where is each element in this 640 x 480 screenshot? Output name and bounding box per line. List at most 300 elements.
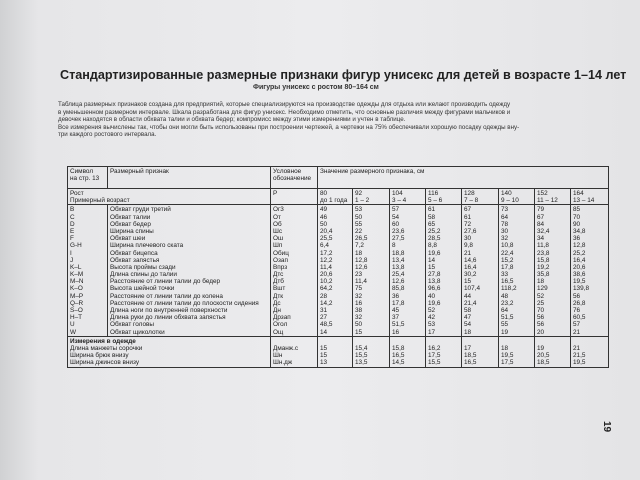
garment-value: 14,5 bbox=[392, 359, 405, 367]
header-symbol-line: на стр. 13 bbox=[70, 175, 100, 182]
garment-notation: Шн.дж bbox=[273, 359, 293, 367]
value-column bbox=[535, 205, 571, 336]
row-value: 32,4 bbox=[537, 227, 550, 235]
row-value: 18,8 bbox=[392, 249, 405, 257]
row-feature: Обхват головы bbox=[110, 321, 155, 329]
row-value: 25,4 bbox=[392, 271, 405, 279]
row-symbol: Q–R bbox=[70, 299, 84, 307]
row-feature: Длина руки до линии обхвата запястья bbox=[110, 314, 226, 322]
row-symbol: C bbox=[70, 213, 75, 221]
age-range: 5 – 6 bbox=[428, 197, 443, 205]
row-notation: Ог3 bbox=[273, 206, 284, 214]
row-value: 13,8 bbox=[392, 263, 405, 271]
row-value: 17,8 bbox=[501, 263, 514, 271]
header-symbol-line: Символ bbox=[70, 168, 94, 175]
row-value: 12,8 bbox=[355, 256, 368, 264]
row-feature: Обхват шеи bbox=[110, 235, 146, 243]
row-value: 27,6 bbox=[464, 227, 477, 235]
garment-value: 19,5 bbox=[573, 359, 586, 367]
height-cell bbox=[535, 189, 571, 205]
row-feature: Расстояние от линии талии до бедер bbox=[110, 278, 221, 286]
row-value: 27,8 bbox=[428, 271, 441, 279]
garment-value: 15 bbox=[320, 352, 328, 360]
row-value: 50 bbox=[355, 321, 363, 329]
row-value: 73 bbox=[501, 206, 509, 214]
garment-feature-column bbox=[68, 336, 271, 367]
row-symbol: D bbox=[70, 220, 75, 228]
row-feature: Расстояние от линии талии до плоскости сидения bbox=[110, 299, 259, 307]
height-value: 140 bbox=[501, 190, 512, 197]
intro-paragraph bbox=[58, 101, 618, 139]
row-symbol: B bbox=[70, 206, 75, 214]
header-notation-line: обозначение bbox=[273, 175, 312, 182]
age-range: до 1 года bbox=[320, 197, 348, 205]
row-value: 57 bbox=[573, 321, 581, 329]
row-value: 51,5 bbox=[501, 314, 514, 322]
row-value: 13,4 bbox=[392, 256, 405, 264]
size-table bbox=[67, 166, 609, 368]
row-value: 14 bbox=[320, 328, 328, 336]
row-value: 16,4 bbox=[464, 263, 477, 271]
row-value: 6,4 bbox=[320, 242, 329, 250]
row-notation: От bbox=[273, 213, 281, 221]
row-value: 48,5 bbox=[320, 321, 333, 329]
row-value: 55 bbox=[501, 321, 509, 329]
row-value: 96,6 bbox=[428, 285, 441, 293]
row-value: 85,8 bbox=[392, 285, 405, 293]
row-value: 25,2 bbox=[573, 249, 586, 257]
garment-feature: Ширина джинсов внизу bbox=[70, 359, 140, 367]
height-value: 152 bbox=[537, 190, 548, 197]
garment-notation-column bbox=[271, 336, 318, 367]
row-notation: Об bbox=[273, 220, 282, 228]
row-feature: Обхват груди третий bbox=[110, 206, 171, 214]
row-value: 19,5 bbox=[573, 278, 586, 286]
garment-value: 17 bbox=[464, 344, 472, 352]
row-value: 33 bbox=[501, 271, 509, 279]
row-value: 30 bbox=[464, 235, 472, 243]
garment-value-column bbox=[462, 336, 499, 367]
row-value: 58 bbox=[428, 213, 436, 221]
garment-value: 15,4 bbox=[355, 344, 368, 352]
row-symbol: U bbox=[70, 321, 75, 329]
row-symbol: I bbox=[70, 249, 72, 257]
row-notation: Озап bbox=[273, 256, 288, 264]
row-value: 28,5 bbox=[428, 235, 441, 243]
notation-column bbox=[271, 205, 318, 336]
header-notation bbox=[271, 167, 318, 189]
row-value: 107,4 bbox=[464, 285, 480, 293]
age-range: 9 – 10 bbox=[501, 197, 519, 205]
row-value: 65 bbox=[428, 220, 436, 228]
row-value: 22,4 bbox=[501, 249, 514, 257]
value-column bbox=[318, 205, 353, 336]
height-row-labels bbox=[68, 189, 271, 205]
row-value: 36 bbox=[392, 292, 400, 300]
row-value: 20,6 bbox=[320, 271, 333, 279]
row-value: 60,5 bbox=[573, 314, 586, 322]
intro-line: девочек находятся в области обхвата талии и обхвата бедер; компромисс между этими измерениями и учтен в таблице. bbox=[58, 116, 406, 124]
garment-notation: Дманж.с bbox=[273, 344, 299, 352]
row-value: 84 bbox=[537, 220, 545, 228]
page-subtitle: Фигуры унисекс с ростом 80–164 см bbox=[253, 84, 379, 91]
row-value: 13,8 bbox=[428, 278, 441, 286]
row-value: 46 bbox=[320, 213, 328, 221]
row-value: 10,2 bbox=[320, 278, 333, 286]
garment-value: 18 bbox=[501, 344, 509, 352]
row-value: 19,6 bbox=[428, 249, 441, 257]
value-column bbox=[462, 205, 499, 336]
garment-value: 19 bbox=[537, 344, 545, 352]
garment-value: 15,5 bbox=[355, 352, 368, 360]
row-value: 20 bbox=[537, 328, 545, 336]
row-value: 49 bbox=[320, 206, 328, 214]
garment-block bbox=[68, 336, 609, 367]
row-value: 10,8 bbox=[501, 242, 514, 250]
row-value: 20,6 bbox=[573, 263, 586, 271]
row-value: 21 bbox=[464, 249, 472, 257]
row-value: 64 bbox=[501, 307, 509, 314]
symbol-column bbox=[68, 205, 108, 336]
row-symbol: M–N bbox=[70, 278, 84, 286]
row-value: 56 bbox=[537, 321, 545, 329]
row-value: 31 bbox=[320, 307, 328, 314]
intro-line: три каждого ростового интервала. bbox=[58, 131, 157, 139]
height-value: 80 bbox=[320, 190, 328, 197]
row-symbol: K–M bbox=[70, 271, 84, 279]
row-value: 72 bbox=[464, 220, 472, 228]
row-value: 32 bbox=[355, 292, 363, 300]
height-cell bbox=[571, 189, 609, 205]
row-value: 16 bbox=[392, 328, 400, 336]
height-cell bbox=[318, 189, 353, 205]
row-value: 15 bbox=[428, 263, 436, 271]
intro-line: в уменьшенном размерном интервале. Шкала разработана для фигур унисекс. Необходимо отметить, что основные различия между фигурами мальчиков и bbox=[58, 108, 511, 116]
row-value: 51,5 bbox=[392, 321, 405, 329]
row-value: 18 bbox=[355, 249, 363, 257]
row-notation: Обиц bbox=[273, 249, 289, 257]
row-value: 19,6 bbox=[428, 299, 441, 307]
garment-value: 13,5 bbox=[355, 359, 368, 367]
garment-value: 13 bbox=[320, 359, 328, 367]
row-value: 61 bbox=[428, 206, 436, 214]
row-value: 76 bbox=[573, 307, 581, 314]
row-value: 27 bbox=[320, 314, 328, 322]
row-value: 16 bbox=[355, 299, 363, 307]
garment-feature: Длина манжеты сорочки bbox=[70, 344, 143, 352]
row-value: 25,5 bbox=[320, 235, 333, 243]
garment-value-column bbox=[353, 336, 390, 367]
row-value: 44 bbox=[464, 292, 472, 300]
row-value: 15,2 bbox=[501, 256, 514, 264]
row-value: 79 bbox=[537, 206, 545, 214]
garment-value: 19,5 bbox=[501, 352, 514, 360]
height-value: 104 bbox=[392, 190, 403, 197]
row-symbol: K–L bbox=[70, 263, 82, 271]
garment-value: 16,5 bbox=[392, 352, 405, 360]
row-value: 12,6 bbox=[355, 263, 368, 271]
row-value: 34,8 bbox=[573, 227, 586, 235]
row-value: 19,2 bbox=[537, 263, 550, 271]
row-feature: Расстояние от линии талии до колена bbox=[110, 292, 223, 300]
row-value: 90 bbox=[573, 220, 581, 228]
row-symbol: S–O bbox=[70, 307, 83, 314]
garment-feature: Ширина брюк внизу bbox=[70, 352, 129, 360]
row-feature: Высота шейной точки bbox=[110, 285, 175, 293]
header-notation-line: Условное bbox=[273, 168, 302, 175]
row-value: 9,8 bbox=[464, 242, 473, 250]
header-feature: Размерный признак bbox=[108, 167, 271, 189]
age-range: 3 – 4 bbox=[392, 197, 407, 205]
row-value: 70 bbox=[537, 307, 545, 314]
row-value: 64,2 bbox=[320, 285, 333, 293]
row-symbol: G-H bbox=[70, 242, 82, 250]
row-value: 78 bbox=[501, 220, 509, 228]
row-symbol: W bbox=[70, 328, 77, 336]
row-notation: Шс bbox=[273, 227, 283, 235]
age-range: 11 – 12 bbox=[537, 197, 558, 205]
age-range: 13 – 14 bbox=[573, 197, 595, 205]
row-notation: Дн bbox=[273, 307, 281, 314]
row-value: 32 bbox=[355, 314, 363, 322]
row-value: 26,5 bbox=[355, 235, 368, 243]
garment-value: 17,5 bbox=[501, 359, 514, 367]
height-cell bbox=[390, 189, 426, 205]
row-value: 38,6 bbox=[573, 271, 586, 279]
row-notation: Впрз bbox=[273, 263, 288, 271]
intro-line: Все измерения вычислены так, чтобы они могли быть использованы при построении чертежей, а чертежи на 75% обеспечивали хорошую посадку одежды вну- bbox=[58, 123, 520, 131]
row-value: 55 bbox=[355, 220, 363, 228]
row-value: 64 bbox=[501, 213, 509, 221]
row-value: 57 bbox=[392, 206, 400, 214]
height-cell bbox=[353, 189, 390, 205]
garment-value-column bbox=[535, 336, 571, 367]
row-value: 16,5 bbox=[501, 278, 514, 286]
row-value: 38 bbox=[355, 307, 363, 314]
page-title: Стандартизированные размерные признаки фигур унисекс для детей в возрасте 1–14 лет bbox=[60, 68, 627, 82]
row-value: 85 bbox=[573, 206, 581, 214]
row-value: 67 bbox=[537, 213, 545, 221]
row-value: 15 bbox=[464, 278, 472, 286]
garment-value: 16,2 bbox=[428, 344, 441, 352]
row-value: 8,8 bbox=[428, 242, 437, 250]
height-value: 128 bbox=[464, 190, 475, 197]
row-value: 15 bbox=[355, 328, 363, 336]
row-value: 23,8 bbox=[537, 249, 550, 257]
row-notation: Вшт bbox=[273, 285, 286, 293]
height-value: 164 bbox=[573, 190, 584, 197]
row-feature: Обхват запястья bbox=[110, 256, 160, 264]
row-value: 42 bbox=[428, 314, 436, 322]
row-value: 50 bbox=[355, 213, 363, 221]
row-value: 23,2 bbox=[501, 299, 514, 307]
row-value: 54 bbox=[392, 213, 400, 221]
row-value: 35,8 bbox=[537, 271, 550, 279]
row-value: 12,6 bbox=[392, 278, 405, 286]
row-value: 19 bbox=[501, 328, 509, 336]
row-value: 11,8 bbox=[537, 242, 549, 250]
height-value: 116 bbox=[428, 190, 439, 197]
row-value: 11,4 bbox=[355, 278, 367, 286]
value-column bbox=[353, 205, 390, 336]
garment-value: 18,5 bbox=[464, 352, 477, 360]
row-value: 18 bbox=[537, 278, 545, 286]
row-value: 18 bbox=[464, 328, 472, 336]
row-value: 47 bbox=[464, 314, 472, 322]
garment-value: 17,5 bbox=[428, 352, 441, 360]
row-value: 75 bbox=[355, 285, 363, 293]
row-notation: Дс bbox=[273, 299, 281, 307]
row-value: 23,6 bbox=[392, 227, 405, 235]
garment-value: 18,5 bbox=[537, 359, 550, 367]
value-column bbox=[499, 205, 535, 336]
garment-value: 15,8 bbox=[392, 344, 405, 352]
garment-value-column bbox=[571, 336, 609, 367]
height-notation bbox=[271, 189, 318, 205]
garment-value: 16,5 bbox=[464, 359, 477, 367]
height-cell bbox=[426, 189, 462, 205]
header-value: Значение размерного признака, см bbox=[318, 167, 609, 189]
row-value: 48 bbox=[501, 292, 509, 300]
garment-value-column bbox=[499, 336, 535, 367]
row-value: 60 bbox=[392, 220, 400, 228]
row-value: 37 bbox=[392, 314, 400, 322]
row-feature: Длина спины до талии bbox=[110, 271, 177, 279]
row-feature: Длина ноги по внутренней поверхности bbox=[110, 307, 228, 314]
row-value: 36 bbox=[573, 235, 581, 243]
row-value: 118,2 bbox=[501, 285, 517, 293]
row-symbol: J bbox=[70, 256, 74, 264]
garment-value: 20,5 bbox=[537, 352, 550, 360]
row-value: 14,6 bbox=[464, 256, 477, 264]
row-value: 52 bbox=[537, 292, 545, 300]
row-value: 22 bbox=[355, 227, 363, 235]
row-notation: Шп bbox=[273, 242, 283, 250]
row-value: 52 bbox=[428, 307, 436, 314]
row-feature: Обхват щиколотки bbox=[110, 328, 165, 336]
row-notation: Дрзап bbox=[273, 314, 291, 322]
row-value: 25,2 bbox=[428, 227, 441, 235]
garment-value-column bbox=[426, 336, 462, 367]
row-symbol: M–P bbox=[70, 292, 84, 300]
row-value: 54 bbox=[464, 321, 472, 329]
row-value: 20,4 bbox=[320, 227, 333, 235]
row-value: 21,4 bbox=[464, 299, 477, 307]
garment-value: 21 bbox=[573, 344, 581, 352]
age-range: 7 – 8 bbox=[464, 197, 479, 205]
row-value: 34 bbox=[537, 235, 545, 243]
age-label: Примерный возраст bbox=[70, 197, 130, 205]
garment-value: 21,5 bbox=[573, 352, 586, 360]
row-value: 50 bbox=[320, 220, 328, 228]
row-value: 53 bbox=[355, 206, 363, 214]
row-value: 12,2 bbox=[320, 256, 333, 264]
row-value: 25 bbox=[537, 299, 545, 307]
row-value: 58 bbox=[464, 307, 472, 314]
garment-value: 15,5 bbox=[428, 359, 441, 367]
garment-value-column bbox=[390, 336, 426, 367]
garment-value-column bbox=[318, 336, 353, 367]
row-value: 30,2 bbox=[464, 271, 477, 279]
row-value: 11,4 bbox=[320, 263, 332, 271]
row-value: 56 bbox=[537, 314, 545, 322]
row-value: 40 bbox=[428, 292, 436, 300]
header-symbol bbox=[68, 167, 108, 189]
row-value: 12,8 bbox=[573, 242, 586, 250]
feature-column bbox=[108, 205, 271, 336]
value-column bbox=[426, 205, 462, 336]
height-value: 92 bbox=[355, 190, 363, 197]
height-cell bbox=[499, 189, 535, 205]
row-value: 45 bbox=[392, 307, 400, 314]
row-value: 129 bbox=[537, 285, 548, 293]
row-value: 21 bbox=[573, 328, 581, 336]
row-value: 23 bbox=[355, 271, 363, 279]
row-value: 14 bbox=[428, 256, 436, 264]
row-value: 7,2 bbox=[355, 242, 364, 250]
row-symbol: K–O bbox=[70, 285, 83, 293]
value-column bbox=[571, 205, 609, 336]
row-notation: Ош bbox=[273, 235, 284, 243]
row-notation: Дтк bbox=[273, 292, 284, 300]
height-label: Рост bbox=[70, 190, 84, 197]
row-value: 139,8 bbox=[573, 285, 589, 293]
row-value: 32 bbox=[501, 235, 509, 243]
intro-line: Таблица размерных признаков создана для предприятий, которые специализируются на производстве одежды для отдыха или желают производить одежду bbox=[58, 101, 511, 108]
table-header-row bbox=[68, 167, 609, 189]
row-value: 15,8 bbox=[537, 256, 550, 264]
height-cell bbox=[462, 189, 499, 205]
measurements-block bbox=[68, 205, 609, 336]
row-value: 17,8 bbox=[392, 299, 405, 307]
row-value: 67 bbox=[464, 206, 472, 214]
page-number: 19 bbox=[601, 421, 612, 433]
value-column bbox=[390, 205, 426, 336]
garment-section-title: Измерения в одежде bbox=[70, 337, 136, 345]
row-feature: Ширина плечевого ската bbox=[110, 242, 184, 250]
age-range: 1 – 2 bbox=[355, 197, 370, 205]
row-value: 30 bbox=[501, 227, 509, 235]
row-symbol: E bbox=[70, 227, 75, 235]
row-value: 28 bbox=[320, 292, 328, 300]
garment-notation: Шн bbox=[273, 352, 283, 360]
row-notation: Дтс bbox=[273, 271, 284, 279]
height-row bbox=[68, 189, 609, 205]
row-value: 14,2 bbox=[320, 299, 333, 307]
row-value: 27,5 bbox=[392, 235, 405, 243]
row-notation: Огол bbox=[273, 321, 288, 329]
row-notation: Дтб bbox=[273, 278, 284, 286]
row-value: 16,4 bbox=[573, 256, 586, 264]
row-value: 17 bbox=[428, 328, 436, 336]
row-feature: Высота проймы сзади bbox=[110, 263, 176, 271]
row-value: 8 bbox=[392, 242, 396, 250]
row-value: 53 bbox=[428, 321, 436, 329]
row-value: 26,8 bbox=[573, 299, 586, 307]
row-feature: Обхват бицепса bbox=[110, 249, 158, 257]
row-symbol: H–T bbox=[70, 314, 83, 322]
row-notation: Ощ bbox=[273, 328, 284, 336]
garment-value: 15 bbox=[320, 344, 328, 352]
row-value: 17,2 bbox=[320, 249, 333, 257]
row-symbol: F bbox=[70, 235, 74, 243]
row-feature: Обхват бедер bbox=[110, 220, 151, 228]
row-feature: Обхват талии bbox=[110, 213, 151, 221]
height-notation-text: Р bbox=[273, 190, 278, 197]
row-feature: Ширина спины bbox=[110, 227, 154, 235]
row-value: 70 bbox=[573, 213, 581, 221]
row-value: 56 bbox=[573, 292, 581, 300]
